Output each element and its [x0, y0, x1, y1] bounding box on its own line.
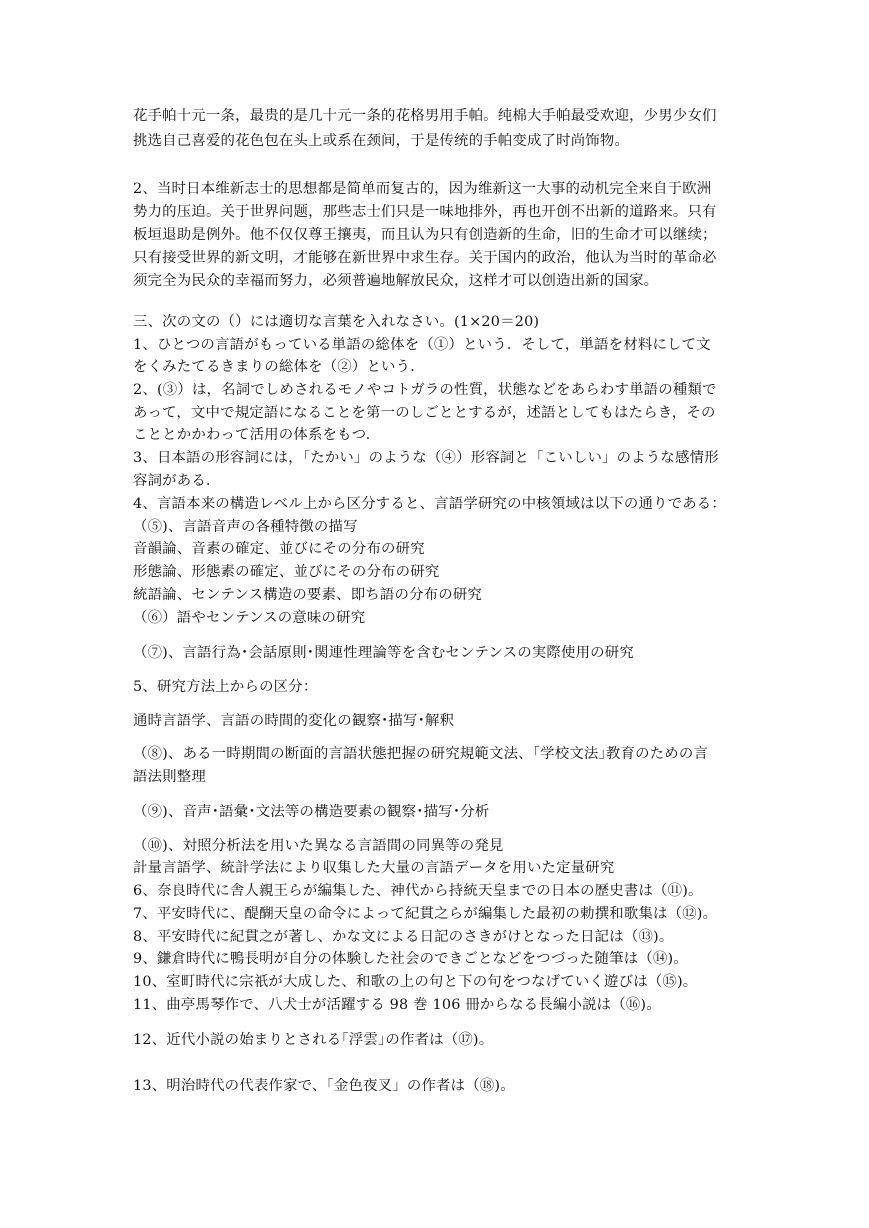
question-line: 10、室町時代に宗祇が大成した、和歌の上の句と下の句をつなげていく遊びは（⑮)。: [133, 974, 698, 990]
question-line: 4、言語本来の構造レベル上から区分すると、言語学研究の中核領域は以下の通りである：: [133, 496, 726, 512]
question-line: 9、鎌倉時代に鴨長明が自分の体験した社会のできごとなどをつづった随筆は（⑭)。: [133, 951, 688, 967]
text-line: 只有接受世界的新文明，才能够在新世界中求生存。关于国内的政治，他认为当时的革命必: [133, 250, 717, 266]
question-line: （⑤)、言語音声の各種特徴の描写: [133, 519, 358, 535]
section-heading: 三、次の文の（）には適切な言葉を入れなさい。(1×20＝20): [133, 314, 540, 330]
question-line: 1、ひとつの言語がもっている単語の総体を（①）という．そして，単語を材料にして文: [133, 337, 711, 353]
text-line: 须完全为民众的幸福而努力，必须普遍地解放民众，这样才可以创造出新的国家。: [133, 273, 659, 289]
text-line: 挑选自己喜爱的花色包在头上或系在颈间，于是传统的手帕变成了时尚饰物。: [133, 133, 630, 149]
question-line: （⑦)、言語行為･会話原則･関連性理論等を含むセンテンスの実際使用の研究: [133, 645, 634, 661]
question-line: 7、平安時代に、醍醐天皇の命令によって紀貫之らが編集した最初の勅撰和歌集は（⑫)。: [133, 906, 718, 922]
question-line: 12、近代小説の始まりとされる｢浮雲｣の作者は（⑰)。: [133, 1032, 494, 1048]
text-line: 板垣退助是例外。他不仅仅尊王攘夷，而且认为只有创造新的生命，旧的生命才可以继续；: [133, 227, 717, 243]
question-line: あって，文中で規定語になることを第一のしごととするが，述語としてもはたらき，その: [133, 405, 716, 421]
question-line: （⑩)、対照分析法を用いた異なる言語間の同異等の発見: [133, 838, 504, 854]
question-line: 2、(③）は，名詞でしめされるモノやコトガラの性質，状態などをあらわす単語の種類で: [133, 382, 717, 398]
question-line: をくみたてるきまりの総体を（②）という．: [133, 359, 425, 375]
text-line: 势力的压迫。关于世界问题，那些志士们只是一味地排外，再也开创不出新的道路来。只有: [133, 204, 717, 220]
question-line: 語法則整理: [133, 769, 206, 785]
question-line: 形態論、形態素の確定、並びにその分布の研究: [133, 564, 440, 580]
question-line: （⑨)、音声･語彙･文法等の構造要素の観察･描写･分析: [133, 804, 490, 820]
question-line: 13、明治時代の代表作家で、「金色夜叉」の作者は（⑱)。: [133, 1078, 515, 1094]
question-line: 8、平安時代に紀貫之が著し、かな文による日記のさきがけとなった日記は（⑬)。: [133, 929, 674, 945]
question-line: 容詞がある．: [133, 473, 221, 489]
question-line: 音韻論、音素の確定、並びにその分布の研究: [133, 541, 425, 557]
question-line: 統語論、センテンス構造の要素、即ち語の分布の研究: [133, 587, 483, 603]
question-line: 計量言語学、統計学法により収集した大量の言語データを用いた定量研究: [133, 860, 615, 876]
text-line: 花手帕十元一条，最贵的是几十元一条的花格男用手帕。纯棉大手帕最受欢迎，少男少女们: [133, 108, 717, 124]
question-line: 5、研究方法上からの区分：: [133, 679, 318, 695]
question-line: 通時言語学、言語の時間的変化の観察･描写･解釈: [133, 713, 455, 729]
question-line: （⑥）語やセンテンスの意味の研究: [133, 610, 366, 626]
text-line: 2、当时日本维新志士的思想都是简单而复古的，因为维新这一大事的动机完全来自于欧洲: [133, 181, 712, 197]
question-line: （⑧)、ある一時期間の断面的言語状態把握の研究規範文法、｢学校文法｣教育のための言: [133, 746, 709, 762]
question-line: こととかかわって活用の体系をもつ．: [133, 427, 381, 443]
question-line: 3、日本語の形容詞には，「たかい」のような（④）形容詞と「こいしい」のような感情形: [133, 450, 719, 466]
question-line: 6、奈良時代に舎人親王らが編集した、神代から持統天皇までの日本の歴史書は（⑪)。: [133, 883, 703, 899]
question-line: 11、曲亭馬琴作で、八犬士が活躍する 98 巻 106 冊からなる長編小説は（⑯)。: [133, 997, 661, 1013]
